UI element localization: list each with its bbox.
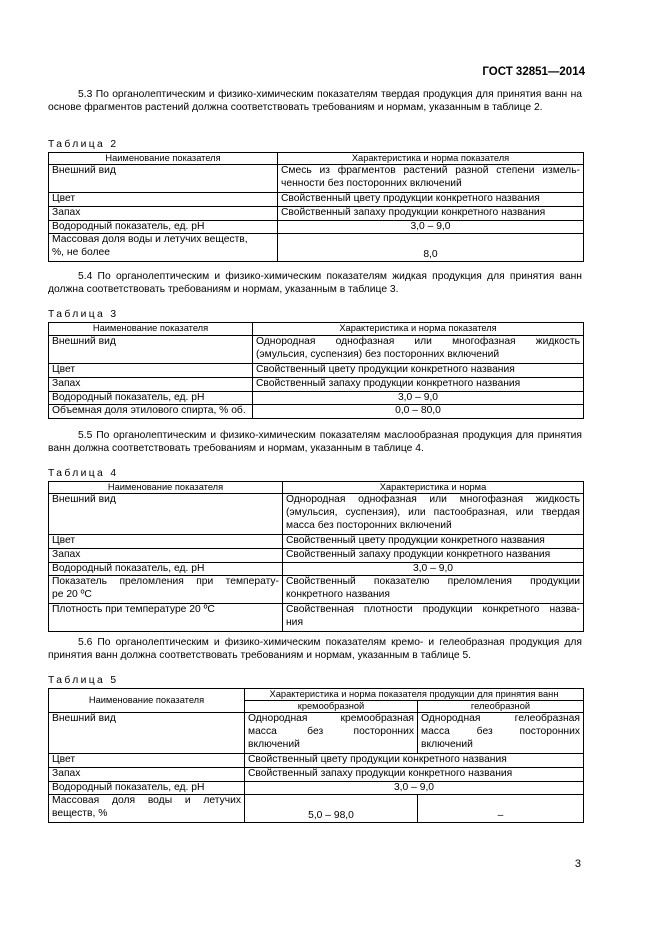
table-4-header-value: Характеристика и норма bbox=[283, 482, 584, 494]
table-row: Водородный показатель, ед. pH 3,0 – 9,0 bbox=[49, 781, 584, 795]
paragraph-5-4 bbox=[48, 271, 582, 297]
table-2-header-value: Характеристика и норма показателя bbox=[278, 153, 584, 165]
paragraph-text: 5.4 По органолептическим и физико-химическим показателям жидкая продукция для принятия ванн должна соответствовать требованиям и нормам, указанным в таблице 3. bbox=[48, 271, 582, 295]
table-row: Объемная доля этилового спирта, % об. 0,0 – 80,0 bbox=[49, 405, 584, 419]
paragraph-text: 5.6 По органолептическим и физико-химическим показателям кремо- и гелеобразная продукция для принятия ванн должна соответствовать требованиям и нормам, указанным в таблице 5. bbox=[48, 637, 582, 661]
table-4-header-name: Наименование показателя bbox=[49, 482, 283, 494]
table-5-header-cream: кремообразной bbox=[245, 701, 418, 713]
table-2-caption: Таблица 2 bbox=[48, 139, 119, 150]
paragraph-5-3 bbox=[48, 89, 582, 115]
document-header: ГОСТ 32851—2014 bbox=[482, 66, 585, 78]
table-row: Массовая доля воды и летучих веществ, % 5,0 – 98,0 – bbox=[49, 795, 584, 823]
page-number: 3 bbox=[574, 858, 581, 870]
table-5-header-gel: гелеобразной bbox=[418, 701, 584, 713]
table-row: Водородный показатель, ед. pH 3,0 – 9,0 bbox=[49, 220, 584, 234]
table-row: Цвет Свойственный цвету продукции конкретного названия bbox=[49, 364, 584, 378]
table-row: Цвет Свойственный цвету продукции конкретного названия bbox=[49, 193, 584, 207]
table-row: Внешний вид Смесь из фрагментов растений разной степени измель- ченности без посторонних включений bbox=[49, 165, 584, 193]
table-row: Внешний вид Однородная однофазная или многофазная жидкость (эмульсия, суспензия) без посторонних включений bbox=[49, 336, 584, 364]
table-3 bbox=[48, 322, 584, 419]
paragraph-5-6 bbox=[48, 637, 582, 663]
table-row: Плотность при температуре 20 ºС Свойственная плотности продукции конкретного назва- ния bbox=[49, 604, 584, 632]
table-3-header-name: Наименование показателя bbox=[49, 323, 253, 336]
table-4 bbox=[48, 481, 584, 632]
table-4-caption: Таблица 4 bbox=[48, 468, 119, 479]
table-row: Запах Свойственный запаху продукции конкретного названия bbox=[49, 767, 584, 781]
table-2-header-name: Наименование показателя bbox=[49, 153, 278, 165]
table-row: Цвет Свойственный цвету продукции конкретного названия bbox=[49, 535, 584, 549]
paragraph-text: 5.3 По органолептическим и физико-химическим показателям твердая продукция для принятия ванн на основе фрагментов растений должна соответствовать требованиям и нормам, указанным в таблице 2. bbox=[48, 89, 582, 113]
table-row: Водородный показатель, ед. pH 3,0 – 9,0 bbox=[49, 562, 584, 576]
table-2 bbox=[48, 152, 584, 262]
paragraph-text: 5.5 По органолептическим и физико-химическим показателям маслообразная продукция для принятия ванн должна соответствовать требованиям и нормам, указанным в таблице 4. bbox=[48, 430, 582, 454]
table-row: Внешний вид Однородная однофазная или многофазная жидкость (эмульсия, суспензия), или пастообразная, или твердая масса без посторонних включений bbox=[49, 494, 584, 535]
table-5-header-value: Характеристика и норма показателя продукции для принятия ванн bbox=[245, 689, 584, 701]
paragraph-5-5 bbox=[48, 430, 582, 456]
table-5-header-name: Наименование показателя bbox=[49, 689, 245, 713]
table-5 bbox=[48, 688, 584, 823]
table-row: Массовая доля воды и летучих веществ, %, не более 8,0 bbox=[49, 234, 584, 262]
table-3-header-value: Характеристика и норма показателя bbox=[253, 323, 584, 336]
table-5-caption: Таблица 5 bbox=[48, 675, 119, 686]
table-3-caption: Таблица 3 bbox=[48, 309, 119, 320]
table-row: Запах Свойственный запаху продукции конкретного названия bbox=[49, 377, 584, 391]
table-row: Показатель преломления при температу- ре 20 ºС Свойственный показателю преломления продукции конкретного названия bbox=[49, 576, 584, 604]
table-row: Запах Свойственный запаху продукции конкретного названия bbox=[49, 548, 584, 562]
table-row: Запах Свойственный запаху продукции конкретного названия bbox=[49, 206, 584, 220]
table-row: Цвет Свойственный цвету продукции конкретного названия bbox=[49, 754, 584, 768]
table-row: Внешний вид Однородная кремообразная масса без посторонних включений Однородная гелеобразная масса без посторонних включений bbox=[49, 713, 584, 754]
table-row: Водородный показатель, ед. pH 3,0 – 9,0 bbox=[49, 391, 584, 405]
